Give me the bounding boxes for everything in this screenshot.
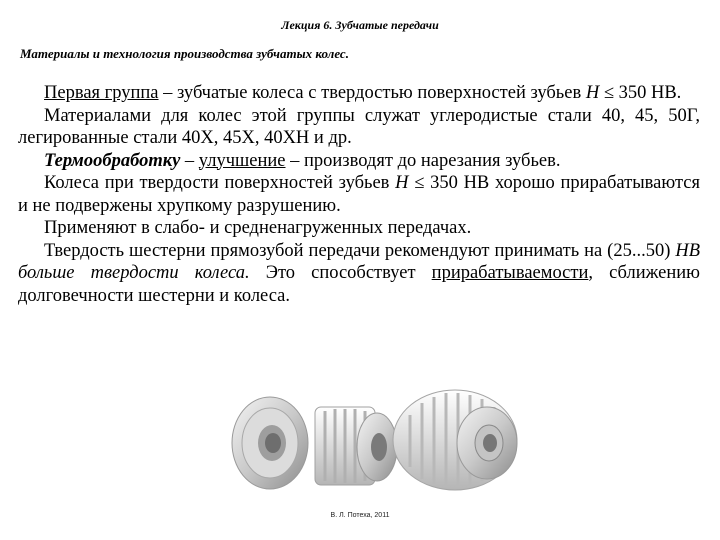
p6-italic: НВ больше твердости колеса. [18, 240, 700, 283]
paragraph-hardness [18, 240, 700, 308]
gear-pulleys-photo [225, 385, 525, 495]
p4-part2: ≤ 350 НВ хорошо прирабатываются и не подвержены хрупкому разрушению. [18, 173, 700, 216]
p1-rest1: – зубчатые колеса с твердостью поверхностей зубьев [158, 83, 586, 103]
heat-treatment-term: Термообработку [44, 150, 181, 171]
gear-right-icon [393, 390, 517, 490]
p6-part1: Твердость шестерни прямозубой передачи рекомендуют принимать на (25...50) [44, 240, 676, 261]
p6-part2: Это способствует [249, 263, 432, 283]
paragraph-materials [18, 105, 700, 150]
p3-dash: – [180, 150, 199, 171]
p5-text: Применяют в слабо- и средненагруженных передачах. [44, 218, 472, 238]
p1-h: H [585, 83, 600, 103]
paragraph-run-in [18, 172, 700, 217]
improvement-term: улучшение [198, 150, 286, 171]
paragraph-first-group [18, 82, 700, 105]
section-title: Материалы и технология производства зубчатых колес. [20, 46, 349, 61]
p4-h: Н [395, 173, 409, 193]
p1-rest2: ≤ 350 НВ. [599, 83, 682, 103]
paragraph-application [18, 217, 700, 240]
footer-author: В. Л. Потеха, 2011 [330, 512, 390, 519]
p4-part1: Колеса при твердости поверхностей зубьев [44, 173, 396, 193]
lecture-body [18, 82, 700, 307]
p2-text: Материалами для колес этой группы служат углеродистые стали 40, 45, 50Г, легированные стали 40Х, 45Х, 40ХН и др. [18, 105, 700, 148]
gear-middle-icon [315, 407, 397, 485]
run-in-ability-term: прирабатываемости [431, 263, 589, 283]
first-group-term: Первая группа [44, 83, 159, 103]
lecture-title: Лекция 6. Зубчатые передачи [281, 18, 439, 32]
paragraph-heat-treatment [18, 150, 700, 173]
p6-part3: , сближению долговечности шестерни и колеса. [18, 263, 701, 306]
p3-rest: – производят до нарезания зубьев. [285, 150, 561, 171]
pulley-left-icon [232, 397, 308, 489]
